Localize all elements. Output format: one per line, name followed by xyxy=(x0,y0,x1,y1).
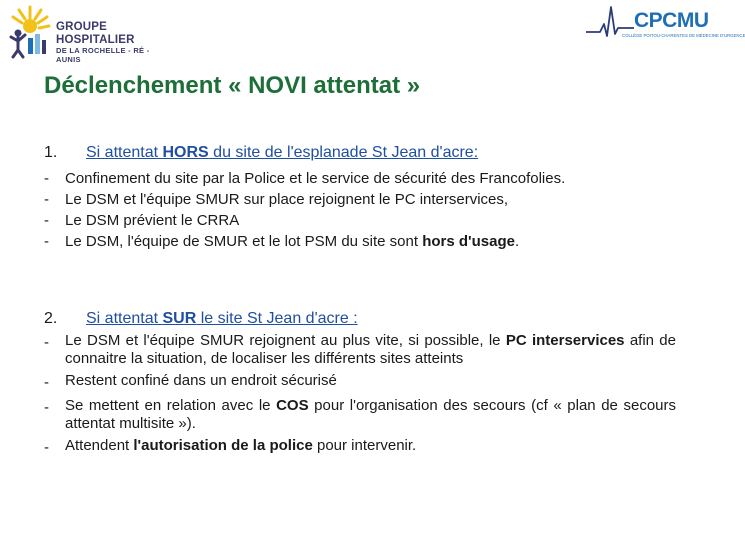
section2-number: 2. xyxy=(44,310,58,327)
section2-list xyxy=(44,332,676,462)
list-item: - Se mettent en relation avec le COS pour l'organisation des secours (cf « plan de secours attentat multisite »). xyxy=(44,397,676,432)
list-item: - Le DSM, l'équipe de SMUR et le lot PSM du site sont hors d'usage. xyxy=(44,233,520,250)
hospital-logo xyxy=(6,4,176,65)
cpcmu-name: CPCMU xyxy=(634,9,709,32)
list-item: - Le DSM prévient le CRRA xyxy=(44,212,240,229)
section2-heading-text: Si attentat SUR le site St Jean d'acre : xyxy=(86,310,358,327)
list-item: - Confinement du site par la Police et le service de sécurité des Francofolies. xyxy=(44,170,566,187)
section1-number: 1. xyxy=(44,144,58,161)
section1-list xyxy=(44,168,684,252)
hospital-name: GROUPE HOSPITALIER xyxy=(56,21,135,47)
hospital-sun-figure-icon xyxy=(6,4,52,58)
list-item: - Attendent l'autorisation de la police pour intervenir. xyxy=(44,437,417,456)
cpcmu-logo xyxy=(586,4,745,44)
cpcmu-subtitle: COLLÈGE POITOU-CHARENTES DE MÉDECINE D'URGENCE xyxy=(622,33,745,38)
list-item: - Le DSM et l'équipe SMUR sur place rejoignent le PC interservices, xyxy=(44,191,509,208)
list-item: - Restent confiné dans un endroit sécurisé xyxy=(44,372,337,391)
section2-heading xyxy=(44,310,358,328)
list-item: - Le DSM et l'équipe SMUR rejoignent au plus vite, si possible, le PC interservices afin de connaitre la situation, de localiser les différents sites atteints xyxy=(44,332,676,367)
section1-heading-text: Si attentat HORS du site de l'esplanade St Jean d'acre: xyxy=(86,144,479,161)
section1-heading xyxy=(44,144,478,162)
hospital-location: DE LA ROCHELLE - RÉ - AUNIS xyxy=(56,46,150,65)
page-title: Déclenchement « NOVI attentat » xyxy=(44,72,421,99)
